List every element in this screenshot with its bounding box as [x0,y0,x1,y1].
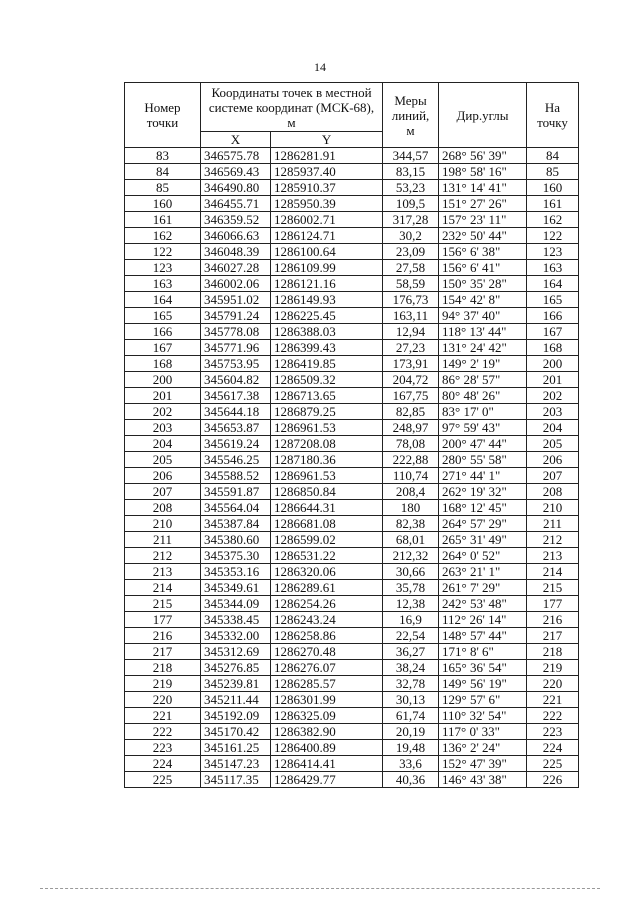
cell-to-point: 177 [527,596,579,612]
table-row [125,548,579,564]
table-row [125,468,579,484]
cell-line-length: 53,23 [383,180,439,196]
cell-x: 345644.18 [201,404,271,420]
header-y: Y [271,132,383,148]
cell-x: 346002.06 [201,276,271,292]
cell-y: 1287180.36 [271,452,383,468]
table-row [125,212,579,228]
cell-point-number: 224 [125,756,201,772]
cell-line-length: 212,32 [383,548,439,564]
cell-point-number: 163 [125,276,201,292]
cell-x: 345591.87 [201,484,271,500]
cell-point-number: 161 [125,212,201,228]
table-row [125,372,579,388]
cell-x: 345619.24 [201,436,271,452]
header-line-length: Меры линий, м [383,83,439,148]
table-row [125,196,579,212]
table-row [125,532,579,548]
cell-direction-angle: 265° 31' 49" [439,532,527,548]
cell-y: 1286270.48 [271,644,383,660]
cell-direction-angle: 264° 0' 52" [439,548,527,564]
cell-to-point: 214 [527,564,579,580]
cell-line-length: 173,91 [383,356,439,372]
cell-line-length: 208,4 [383,484,439,500]
cell-direction-angle: 97° 59' 43" [439,420,527,436]
cell-x: 345380.60 [201,532,271,548]
cell-point-number: 220 [125,692,201,708]
cell-direction-angle: 131° 14' 41" [439,180,527,196]
cell-y: 1286388.03 [271,324,383,340]
table-row [125,164,579,180]
cell-y: 1286644.31 [271,500,383,516]
cell-line-length: 204,72 [383,372,439,388]
cell-x: 345117.35 [201,772,271,788]
table-row [125,308,579,324]
cell-direction-angle: 200° 47' 44" [439,436,527,452]
cell-direction-angle: 148° 57' 44" [439,628,527,644]
cell-x: 346359.52 [201,212,271,228]
table-row [125,404,579,420]
cell-point-number: 210 [125,516,201,532]
cell-y: 1286713.65 [271,388,383,404]
cell-x: 345791.24 [201,308,271,324]
cell-direction-angle: 271° 44' 1" [439,468,527,484]
cell-line-length: 23,09 [383,244,439,260]
table-row [125,292,579,308]
cell-x: 345546.25 [201,452,271,468]
cell-y: 1286285.57 [271,676,383,692]
cell-to-point: 84 [527,148,579,164]
cell-x: 345588.52 [201,468,271,484]
cell-point-number: 177 [125,612,201,628]
cell-to-point: 164 [527,276,579,292]
cell-point-number: 206 [125,468,201,484]
cell-direction-angle: 198° 58' 16" [439,164,527,180]
cell-line-length: 317,28 [383,212,439,228]
cell-direction-angle: 263° 21' 1" [439,564,527,580]
coordinates-table [124,82,579,788]
cell-y: 1286281.91 [271,148,383,164]
cell-to-point: 213 [527,548,579,564]
table-row [125,628,579,644]
cell-x: 345161.25 [201,740,271,756]
cell-direction-angle: 149° 2' 19" [439,356,527,372]
cell-x: 345349.61 [201,580,271,596]
cell-y: 1286414.41 [271,756,383,772]
cell-y: 1286100.64 [271,244,383,260]
cell-line-length: 78,08 [383,436,439,452]
cell-point-number: 221 [125,708,201,724]
cell-to-point: 224 [527,740,579,756]
cell-direction-angle: 154° 42' 8" [439,292,527,308]
cell-y: 1286419.85 [271,356,383,372]
cell-line-length: 40,36 [383,772,439,788]
cell-point-number: 205 [125,452,201,468]
cell-line-length: 180 [383,500,439,516]
cell-to-point: 219 [527,660,579,676]
cell-to-point: 163 [527,260,579,276]
cell-direction-angle: 118° 13' 44" [439,324,527,340]
table-row [125,180,579,196]
cell-y: 1285910.37 [271,180,383,196]
cell-direction-angle: 165° 36' 54" [439,660,527,676]
cell-x: 345192.09 [201,708,271,724]
cell-to-point: 222 [527,708,579,724]
table-row [125,676,579,692]
cell-to-point: 85 [527,164,579,180]
cell-y: 1286879.25 [271,404,383,420]
cell-line-length: 27,23 [383,340,439,356]
cell-to-point: 200 [527,356,579,372]
cell-y: 1286961.53 [271,420,383,436]
header-x: X [201,132,271,148]
header-point-number: Номер точки [125,83,201,148]
table-row [125,228,579,244]
cell-direction-angle: 280° 55' 58" [439,452,527,468]
cell-x: 345353.16 [201,564,271,580]
cell-y: 1286225.45 [271,308,383,324]
cell-point-number: 215 [125,596,201,612]
cell-point-number: 219 [125,676,201,692]
cell-y: 1286258.86 [271,628,383,644]
cell-to-point: 217 [527,628,579,644]
cell-to-point: 226 [527,772,579,788]
cell-line-length: 222,88 [383,452,439,468]
table-row [125,660,579,676]
table-row [125,500,579,516]
cell-direction-angle: 110° 32' 54" [439,708,527,724]
cell-line-length: 110,74 [383,468,439,484]
table-row [125,564,579,580]
cell-point-number: 168 [125,356,201,372]
cell-line-length: 38,24 [383,660,439,676]
cell-point-number: 211 [125,532,201,548]
table-row [125,756,579,772]
cell-direction-angle: 149° 56' 19" [439,676,527,692]
cell-direction-angle: 131° 24' 42" [439,340,527,356]
cell-point-number: 123 [125,260,201,276]
cell-y: 1286531.22 [271,548,383,564]
cell-to-point: 207 [527,468,579,484]
cell-line-length: 22,54 [383,628,439,644]
cell-direction-angle: 86° 28' 57" [439,372,527,388]
cell-x: 346066.63 [201,228,271,244]
cell-y: 1286149.93 [271,292,383,308]
table-row [125,516,579,532]
cell-point-number: 212 [125,548,201,564]
cell-x: 345276.85 [201,660,271,676]
cell-point-number: 223 [125,740,201,756]
cell-direction-angle: 112° 26' 14" [439,612,527,628]
cell-line-length: 109,5 [383,196,439,212]
cell-direction-angle: 117° 0' 33" [439,724,527,740]
cell-direction-angle: 152° 47' 39" [439,756,527,772]
cell-to-point: 218 [527,644,579,660]
cell-to-point: 220 [527,676,579,692]
cell-direction-angle: 150° 35' 28" [439,276,527,292]
cell-point-number: 214 [125,580,201,596]
cell-to-point: 123 [527,244,579,260]
cell-point-number: 225 [125,772,201,788]
cell-line-length: 16,9 [383,612,439,628]
cell-direction-angle: 136° 2' 24" [439,740,527,756]
cell-line-length: 36,27 [383,644,439,660]
cell-x: 345147.23 [201,756,271,772]
table-row [125,580,579,596]
cell-line-length: 163,11 [383,308,439,324]
cell-x: 345211.44 [201,692,271,708]
cell-y: 1286509.32 [271,372,383,388]
cell-to-point: 167 [527,324,579,340]
cell-line-length: 27,58 [383,260,439,276]
cell-y: 1286599.02 [271,532,383,548]
header-to-point: На точку [527,83,579,148]
cell-y: 1286289.61 [271,580,383,596]
cell-line-length: 12,38 [383,596,439,612]
cell-x: 346027.28 [201,260,271,276]
cell-x: 345564.04 [201,500,271,516]
cell-line-length: 12,94 [383,324,439,340]
cell-to-point: 162 [527,212,579,228]
cell-point-number: 207 [125,484,201,500]
cell-to-point: 206 [527,452,579,468]
table-row [125,340,579,356]
cell-x: 346575.78 [201,148,271,164]
cell-direction-angle: 261° 7' 29" [439,580,527,596]
cell-x: 345344.09 [201,596,271,612]
header-coordinates: Координаты точек в местной системе координат (МСК-68), м [201,83,383,132]
cell-to-point: 208 [527,484,579,500]
cell-point-number: 218 [125,660,201,676]
table-row [125,692,579,708]
cell-to-point: 215 [527,580,579,596]
cell-to-point: 211 [527,516,579,532]
cell-direction-angle: 80° 48' 26" [439,388,527,404]
cell-point-number: 84 [125,164,201,180]
cell-x: 345653.87 [201,420,271,436]
cell-direction-angle: 242° 53' 48" [439,596,527,612]
table-row [125,356,579,372]
table-row [125,324,579,340]
cell-x: 345771.96 [201,340,271,356]
cell-line-length: 167,75 [383,388,439,404]
cell-to-point: 221 [527,692,579,708]
cell-x: 345778.08 [201,324,271,340]
cell-direction-angle: 157° 23' 11" [439,212,527,228]
cell-y: 1286109.99 [271,260,383,276]
table-row [125,708,579,724]
cell-point-number: 164 [125,292,201,308]
cell-direction-angle: 264° 57' 29" [439,516,527,532]
cell-direction-angle: 262° 19' 32" [439,484,527,500]
cell-x: 346455.71 [201,196,271,212]
cell-line-length: 68,01 [383,532,439,548]
cell-x: 345617.38 [201,388,271,404]
cell-y: 1286121.16 [271,276,383,292]
cell-to-point: 204 [527,420,579,436]
cell-y: 1286320.06 [271,564,383,580]
cell-x: 345753.95 [201,356,271,372]
cell-line-length: 344,57 [383,148,439,164]
cell-y: 1286382.90 [271,724,383,740]
table-row [125,276,579,292]
cell-x: 346048.39 [201,244,271,260]
cell-direction-angle: 129° 57' 6" [439,692,527,708]
cell-to-point: 201 [527,372,579,388]
cell-point-number: 213 [125,564,201,580]
cell-point-number: 217 [125,644,201,660]
cell-y: 1286276.07 [271,660,383,676]
cell-line-length: 58,59 [383,276,439,292]
cell-direction-angle: 156° 6' 38" [439,244,527,260]
cell-line-length: 32,78 [383,676,439,692]
cell-direction-angle: 83° 17' 0" [439,404,527,420]
table-row [125,596,579,612]
table-row [125,436,579,452]
cell-y: 1286301.99 [271,692,383,708]
table-row [125,244,579,260]
header-direction-angle: Дир.углы [439,83,527,148]
cell-point-number: 122 [125,244,201,260]
table-row [125,740,579,756]
table-header [125,83,579,148]
cell-to-point: 216 [527,612,579,628]
cell-y: 1287208.08 [271,436,383,452]
cell-x: 345375.30 [201,548,271,564]
table-row [125,260,579,276]
cell-x: 345604.82 [201,372,271,388]
cell-y: 1286961.53 [271,468,383,484]
cell-direction-angle: 168° 12' 45" [439,500,527,516]
footer-divider [40,888,600,889]
table-body [125,148,579,788]
table-row [125,388,579,404]
cell-line-length: 82,85 [383,404,439,420]
cell-to-point: 166 [527,308,579,324]
cell-direction-angle: 94° 37' 40" [439,308,527,324]
table-row [125,484,579,500]
cell-point-number: 222 [125,724,201,740]
cell-x: 345239.81 [201,676,271,692]
cell-x: 345951.02 [201,292,271,308]
table-row [125,724,579,740]
cell-point-number: 204 [125,436,201,452]
cell-point-number: 201 [125,388,201,404]
page-number: 14 [314,60,326,74]
cell-direction-angle: 268° 56' 39" [439,148,527,164]
cell-point-number: 162 [125,228,201,244]
cell-y: 1286325.09 [271,708,383,724]
table-row [125,148,579,164]
cell-x: 346490.80 [201,180,271,196]
cell-x: 346569.43 [201,164,271,180]
cell-line-length: 33,6 [383,756,439,772]
cell-y: 1286254.26 [271,596,383,612]
cell-x: 345332.00 [201,628,271,644]
cell-point-number: 167 [125,340,201,356]
cell-to-point: 223 [527,724,579,740]
cell-line-length: 30,13 [383,692,439,708]
cell-x: 345338.45 [201,612,271,628]
cell-line-length: 61,74 [383,708,439,724]
cell-y: 1286429.77 [271,772,383,788]
cell-point-number: 202 [125,404,201,420]
cell-direction-angle: 146° 43' 38" [439,772,527,788]
cell-point-number: 208 [125,500,201,516]
cell-line-length: 35,78 [383,580,439,596]
table-row [125,772,579,788]
cell-y: 1286400.89 [271,740,383,756]
cell-to-point: 205 [527,436,579,452]
table-row [125,612,579,628]
cell-to-point: 165 [527,292,579,308]
cell-x: 345387.84 [201,516,271,532]
cell-to-point: 210 [527,500,579,516]
cell-x: 345170.42 [201,724,271,740]
cell-to-point: 203 [527,404,579,420]
cell-line-length: 82,38 [383,516,439,532]
cell-direction-angle: 232° 50' 44" [439,228,527,244]
cell-y: 1286399.43 [271,340,383,356]
cell-to-point: 122 [527,228,579,244]
cell-x: 345312.69 [201,644,271,660]
table-row [125,644,579,660]
cell-line-length: 30,66 [383,564,439,580]
table-row [125,420,579,436]
cell-to-point: 160 [527,180,579,196]
cell-to-point: 212 [527,532,579,548]
cell-direction-angle: 156° 6' 41" [439,260,527,276]
cell-y: 1285937.40 [271,164,383,180]
cell-to-point: 202 [527,388,579,404]
cell-y: 1286243.24 [271,612,383,628]
cell-y: 1285950.39 [271,196,383,212]
table-row [125,452,579,468]
cell-y: 1286850.84 [271,484,383,500]
cell-point-number: 200 [125,372,201,388]
cell-point-number: 165 [125,308,201,324]
cell-line-length: 176,73 [383,292,439,308]
cell-line-length: 30,2 [383,228,439,244]
cell-y: 1286124.71 [271,228,383,244]
cell-to-point: 161 [527,196,579,212]
cell-line-length: 19,48 [383,740,439,756]
cell-point-number: 203 [125,420,201,436]
cell-line-length: 248,97 [383,420,439,436]
cell-y: 1286002.71 [271,212,383,228]
cell-line-length: 20,19 [383,724,439,740]
cell-point-number: 83 [125,148,201,164]
cell-direction-angle: 171° 8' 6" [439,644,527,660]
cell-line-length: 83,15 [383,164,439,180]
cell-to-point: 168 [527,340,579,356]
cell-to-point: 225 [527,756,579,772]
cell-y: 1286681.08 [271,516,383,532]
cell-point-number: 160 [125,196,201,212]
cell-point-number: 166 [125,324,201,340]
cell-point-number: 216 [125,628,201,644]
cell-direction-angle: 151° 27' 26" [439,196,527,212]
cell-point-number: 85 [125,180,201,196]
